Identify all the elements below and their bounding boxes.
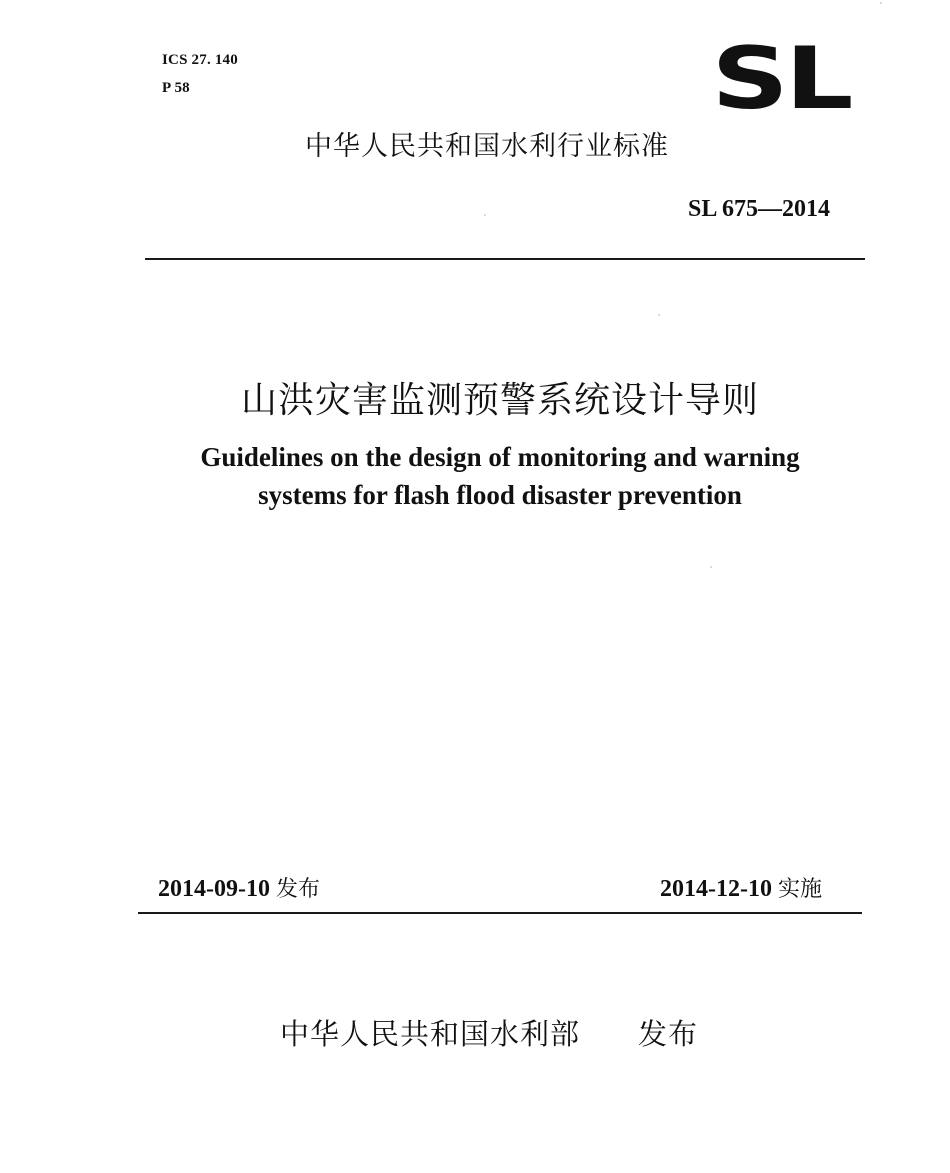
scan-speck xyxy=(484,214,486,216)
publish-word: 发布 xyxy=(638,1017,699,1051)
bottom-divider xyxy=(138,912,862,914)
classification-code: P 58 xyxy=(162,80,190,96)
ics-code: ICS 27. 140 xyxy=(162,52,238,68)
implementation-date-value: 2014-12-10 xyxy=(660,876,772,902)
issue-date-suffix: 发布 xyxy=(275,877,320,902)
issue-date-value: 2014-09-10 xyxy=(158,876,270,902)
top-divider xyxy=(145,258,865,260)
scan-speck xyxy=(880,2,882,4)
issue-date xyxy=(158,872,320,903)
title-chinese: 山洪灾害监测预警系统设计导则 xyxy=(240,380,759,421)
implementation-date-suffix: 实施 xyxy=(777,877,822,902)
implementation-date xyxy=(660,872,822,903)
title-english-line1: Guidelines on the design of monitoring and warning xyxy=(200,442,800,472)
title-english-line2: systems for flash flood disaster prevention xyxy=(258,480,742,510)
standard-category: 中华人民共和国水利行业标准 xyxy=(305,131,669,162)
scan-speck xyxy=(658,314,660,316)
scan-speck xyxy=(710,566,712,568)
publisher: 中华人民共和国水利部 xyxy=(280,1017,581,1051)
standard-number: SL 675—2014 xyxy=(687,196,830,222)
sl-logo: SL xyxy=(711,29,850,129)
